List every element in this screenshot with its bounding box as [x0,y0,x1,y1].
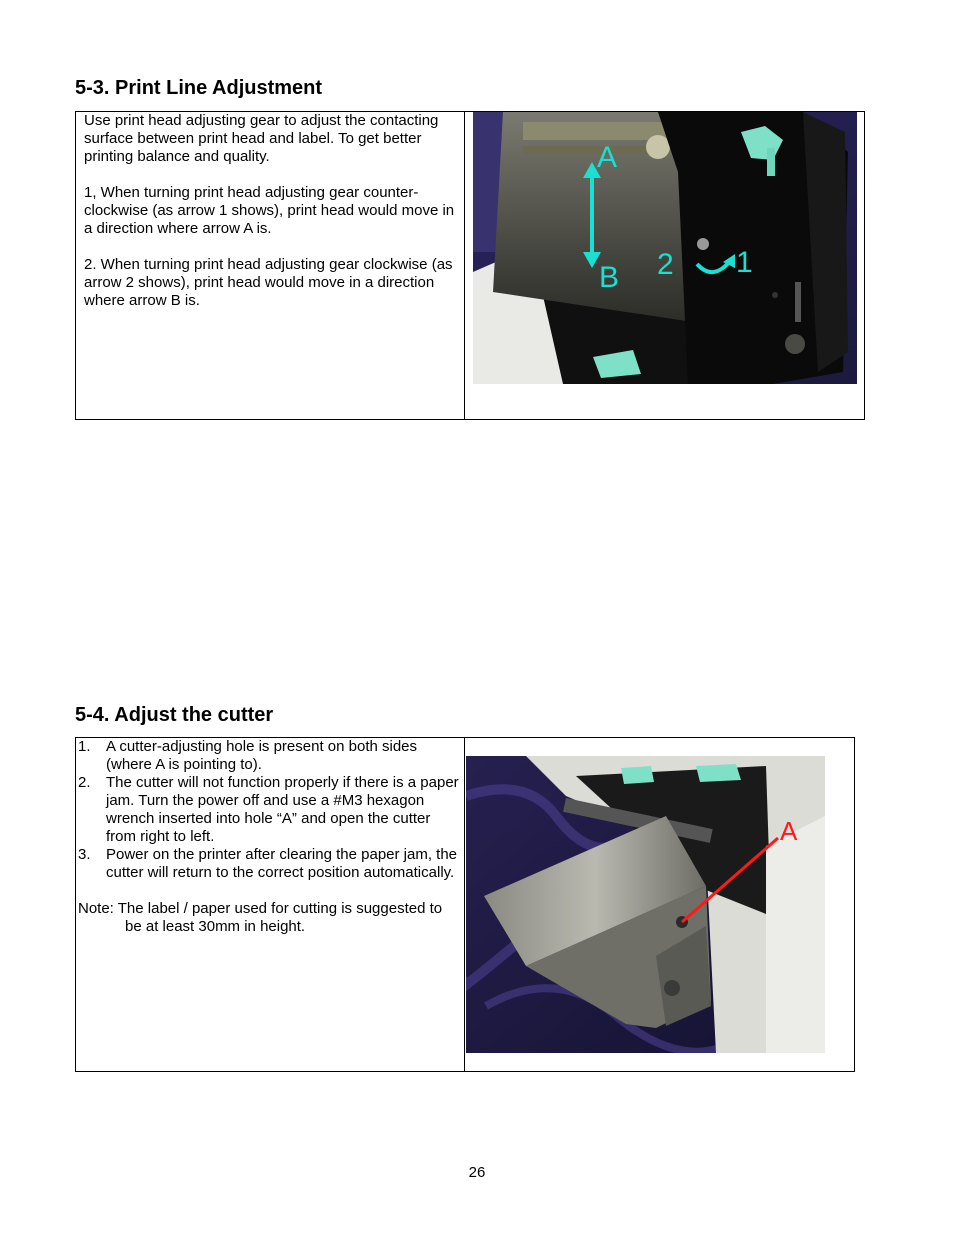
cutter-photo [466,756,825,1053]
print-line-text-cell [84,112,456,310]
cutter-text-cell [78,738,464,936]
label-arrow-a: A [597,141,618,174]
note-text: Note: The label / paper used for cutting is suggested to [78,900,443,917]
list-item: 1. A cutter-adjusting hole is present on both sides (where A is pointing to). [78,738,418,773]
section-heading-adjust-cutter: 5-4. Adjust the cutter [75,704,274,726]
print-line-table [75,111,865,420]
list-item: 3. Power on the printer after clearing the paper jam, the cutter will return to the correct position automatically. [78,846,458,881]
paragraph-intro: Use print head adjusting gear to adjust the contacting surface between print head and label. To get better printing balance and quality. [84,112,439,165]
table-divider [464,738,465,1071]
list-item: 2. The cutter will not function properly if there is a paper jam. Turn the power off and use a #M3 hexagon wrench inserted into hole “A” and open the cutter from right to left. [78,774,459,845]
print-head-photo [473,112,857,384]
label-arrow-2: 2 [657,248,674,281]
paragraph-clockwise: 2. When turning print head adjusting gear clockwise (as arrow 2 shows), print head would move in a direction where arrow B is. [84,256,453,309]
label-arrow-1: 1 [736,246,753,279]
label-hole-a: A [780,816,798,846]
section-heading-print-line: 5-3. Print Line Adjustment [75,77,323,99]
cutter-table [75,737,855,1072]
table-divider [464,112,465,419]
page-number: 26 [468,1164,486,1181]
paragraph-counterclockwise: 1, When turning print head adjusting gear counter-clockwise (as arrow 1 shows), print head would move in a direction where arrow A is. [84,184,455,237]
label-arrow-b: B [599,261,620,294]
note-text-continued: be at least 30mm in height. [125,918,306,935]
